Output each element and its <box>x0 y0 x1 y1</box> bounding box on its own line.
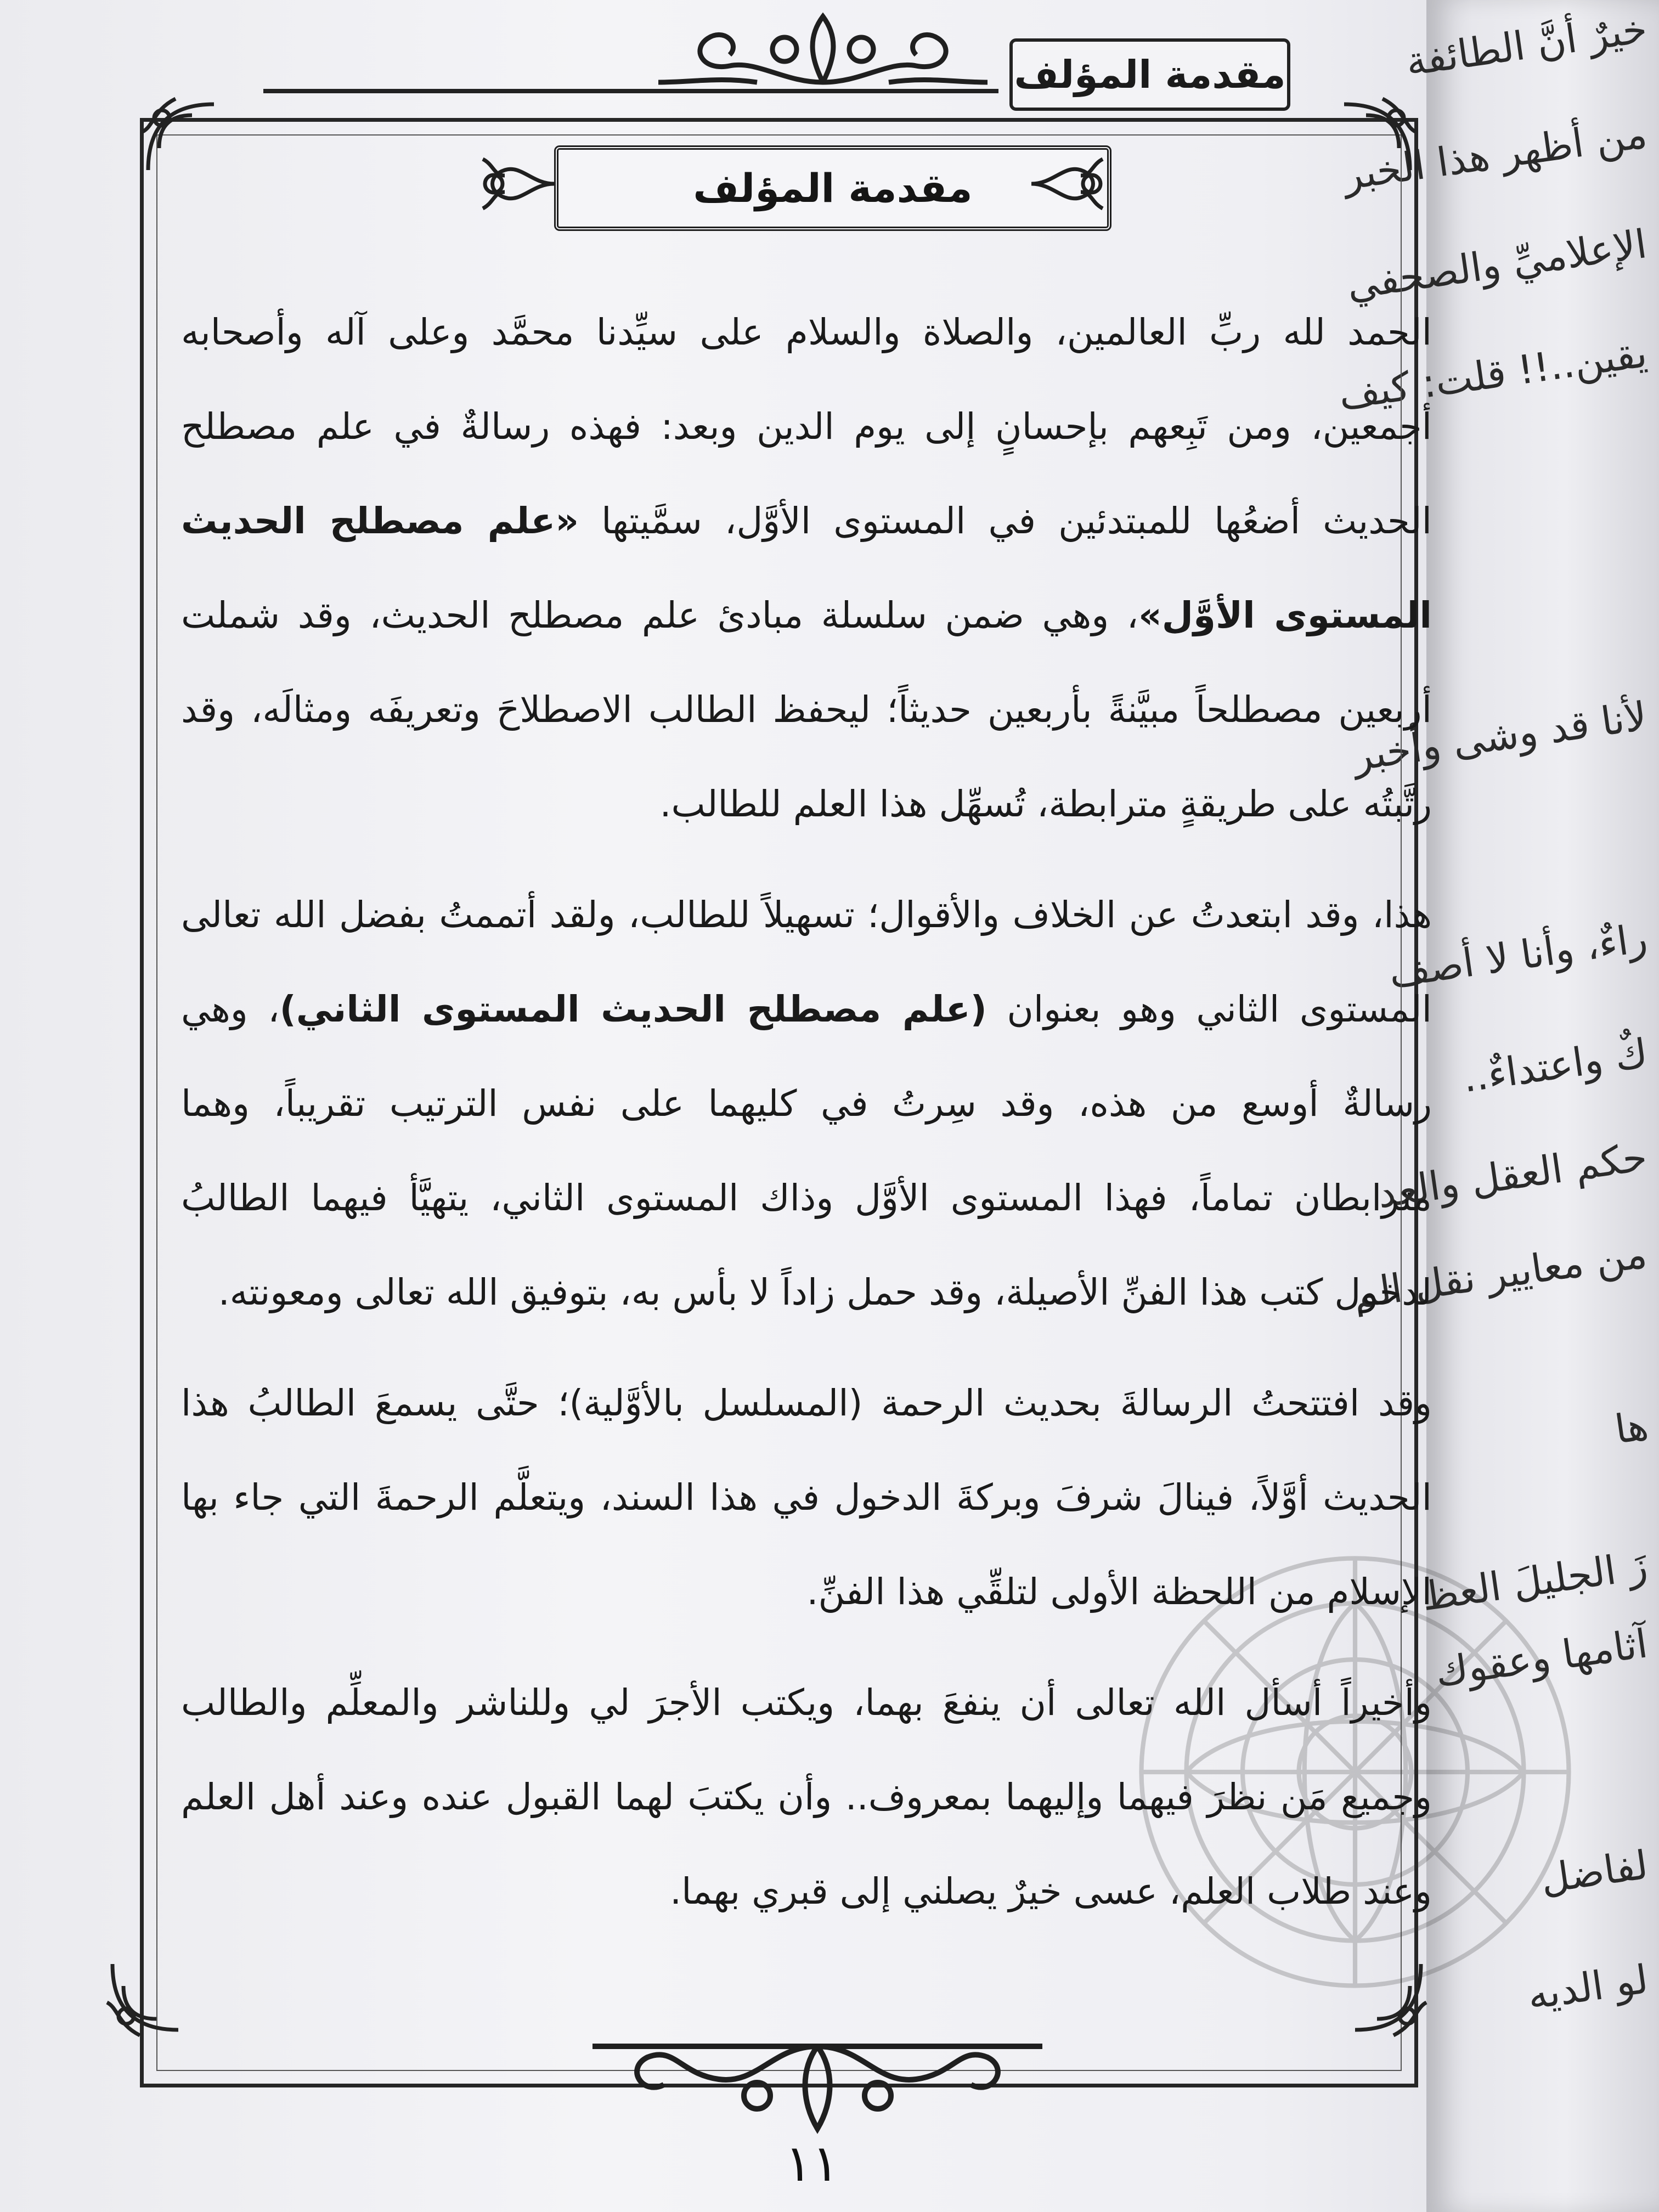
paragraph-text: ، وهي رسالةٌ أوسع من هذه، وقد سِرتُ في كليهما على نفس الترتيب تقريباً، وهما مترابطان تماماً، فهذا المستوى الأوَّل وذاك المستوى الثاني، يتهيَّأ فيهما الطالبُ لدخول كتب هذا الفنِّ الأصيلة، وقد حمل زاداً لا بأس به، بتوفيق الله تعالى ومعونته. <box>181 988 1432 1313</box>
corner-ornament-icon <box>101 1953 189 2041</box>
page-number: ١١ <box>785 2134 839 2193</box>
paragraph-text: ، وهي ضمن سلسلة مبادئ علم مصطلح الحديث، وقد شملت أربعين مصطلحاً مبيَّنةً بأربعين حديثاً؛ ليحفظ الطالب الاصطلاحَ وتعريفَه ومثالَه، وقد رتَّبتُه على طريقةٍ مترابطة، تُسهِّل هذا العلم للطالب. <box>181 594 1432 825</box>
paragraph-1 <box>181 285 1432 851</box>
paragraph-3: وقد افتتحتُ الرسالةَ بحديث الرحمة (المسلسل بالأوَّلية)؛ حتَّى يسمعَ الطالبُ هذا الحديث أوَّلاً، فينالَ شرفَ وبركةَ الدخول في هذا السند، ويتعلَّم الرحمةَ التي جاء بها الإسلام من اللحظة الأولى لتلقِّي هذا الفنِّ. <box>181 1382 1432 1613</box>
corner-ornament-icon <box>1333 93 1421 181</box>
corner-ornament-icon <box>137 93 225 181</box>
adjacent-text-line: الإعلاميِّ والصحفي <box>1344 221 1650 308</box>
body-text <box>181 285 1432 1955</box>
adjacent-text-line: زَ الجليلَ العظ <box>1419 1542 1650 1620</box>
adjacent-text-line: راءٌ، وأنا لا أصف <box>1386 915 1650 997</box>
adjacent-text-line: من أظهر هذا الخبر <box>1340 110 1650 199</box>
adjacent-text-line: ها <box>1612 1402 1651 1453</box>
paragraph-text: الحمد لله ربِّ العالمين، والصلاة والسلام على سيِّدنا محمَّد وعلى آله وأصحابه أجمعين، ومن تَبِعهم بإحسانٍ إلى يوم الدين وبعد: فهذه رسالةٌ في علم مصطلح الحديث أضعُها للمبتدئين في المستوى الأوَّل، سمَّيتها <box>181 311 1432 542</box>
paragraph-2 <box>181 868 1432 1340</box>
adjacent-text-line: لأنا قد وشى وأخبر <box>1350 692 1650 780</box>
book-title-bold: (علم مصطلح الحديث المستوى الثاني) <box>279 988 987 1030</box>
book-title-bold: «علم مصطلح الحديث المستوى الأوَّل» <box>181 500 1432 636</box>
adjacent-text-line: من معايير نقل الم <box>1350 1230 1650 1318</box>
adjacent-text-line: لو الديه <box>1524 1956 1651 2018</box>
section-title: مقدمة المؤلف <box>554 145 1111 231</box>
adjacent-text-line: خيرٌ أنَّ الطائفة <box>1403 5 1650 85</box>
running-header: مقدمة المؤلف <box>1009 38 1290 111</box>
footer-ornament-icon <box>592 2024 1042 2140</box>
title-ornament-left-icon <box>472 148 554 219</box>
paragraph-4: وأخيراً أسأل الله تعالى أن ينفعَ بهما، ويكتب الأجرَ لي وللناشر والمعلِّم والطالب وجميع مَن نظرَ فيهما وإليهما بمعروف.. وأن يكتبَ لهما القبول عنده وعند أهل العلم وعند طلاب العلم، عسى خيرٌ يصلني إلى قبري بهما. <box>181 1681 1432 1912</box>
adjacent-text-line: يقين..!! قلت: كيف <box>1335 330 1650 419</box>
adjacent-text-line: آثامها وعقوك <box>1432 1620 1650 1696</box>
header-ornament-icon <box>647 0 998 93</box>
adjacent-text-line: حكم العقل والعد <box>1374 1133 1650 1217</box>
adjacent-text-line: كٌ واعتداءٌ.. <box>1459 1029 1651 1102</box>
adjacent-text-line: لفاضل <box>1538 1841 1651 1903</box>
paragraph-text: هذا، وقد ابتعدتُ عن الخلاف والأقوال؛ تسهيلاً للطالب، ولقد أتممتُ بفضل الله تعالى المستوى الثاني وهو بعنوان <box>181 894 1432 1030</box>
title-ornament-right-icon <box>1031 148 1114 219</box>
